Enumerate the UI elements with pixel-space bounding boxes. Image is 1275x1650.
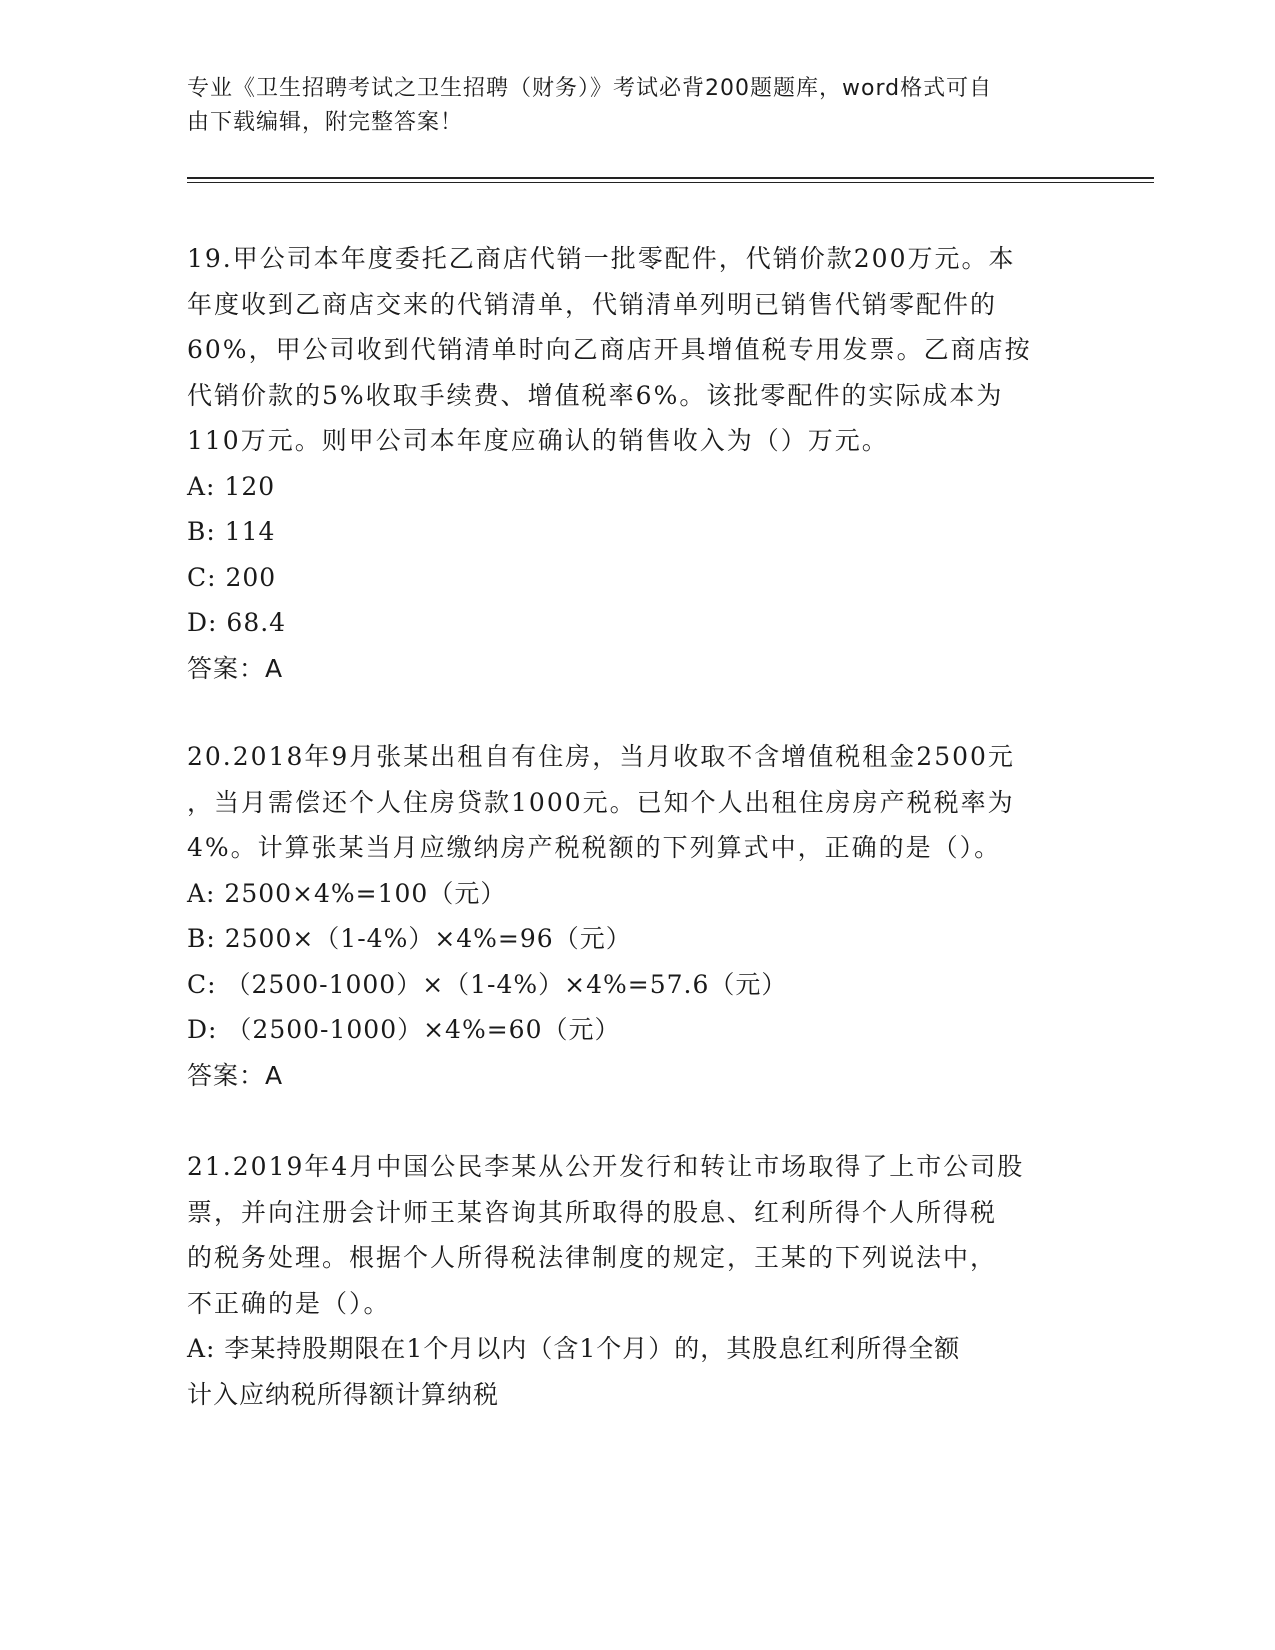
option-d: D: 68.4 (187, 608, 287, 637)
option-d: D: （2500-1000）×4%=60（元） (187, 1015, 621, 1044)
option-a: A: 120 (187, 471, 276, 501)
header-line-1: 专业《卫生招聘考试之卫生招聘（财务）》考试必背200题题库，word格式可自 (187, 76, 993, 101)
option-b: B: 114 (187, 517, 276, 546)
option-c: C: 200 (187, 562, 277, 592)
option-a: A: 2500×4%=100（元） (187, 878, 507, 908)
question-20 (187, 734, 1087, 1098)
option-b: B: 2500×（1-4%）×4%=96（元） (187, 924, 632, 953)
question-19 (187, 236, 1087, 691)
header-divider-thin (187, 182, 1154, 183)
header-line-2: 由下载编辑，附完整答案！ (187, 110, 464, 135)
answer: 答案：A (187, 653, 284, 683)
answer: 答案：A (187, 1060, 284, 1090)
option-c: C: （2500-1000）×（1-4%）×4%=57.6（元） (187, 969, 788, 999)
question-text: 21.2019年4月中国公民李某从公开发行和转让市场取得了上市公司股 票，并向注册会计师王某咨询其所取得的股息、红利所得个人所得税 的税务处理。根据个人所得税法律制度的规定，王某的下列说法中， 不正确的是（）。 (187, 1152, 1025, 1318)
question-text: 19.甲公司本年度委托乙商店代销一批零配件，代销价款200万元。本 年度收到乙商店交来的代销清单，代销清单列明已销售代销零配件的 60%，甲公司收到代销清单时向乙商店开具增值税专用发票。乙商店按 代销价款的5%收取手续费、增值税率6%。该批零配件的实际成本为 110万元。则甲公司本年度应确认的销售收入为（）万元。 (187, 244, 1032, 455)
question-text: 20.2018年9月张某出租自有住房，当月收取不含增值税租金2500元 ，当月需偿还个人住房贷款1000元。已知个人出租住房房产税税率为 4%。计算张某当月应缴纳房产税税额的下列算式中，正确的是（）。 (187, 742, 1015, 862)
header-divider-thick (187, 177, 1154, 179)
option-a: A: 李某持股期限在1个月以内（含1个月）的，其股息红利所得全额 计入应纳税所得额计算纳税 (187, 1334, 961, 1409)
question-21 (187, 1144, 1087, 1417)
document-header (187, 72, 1087, 140)
